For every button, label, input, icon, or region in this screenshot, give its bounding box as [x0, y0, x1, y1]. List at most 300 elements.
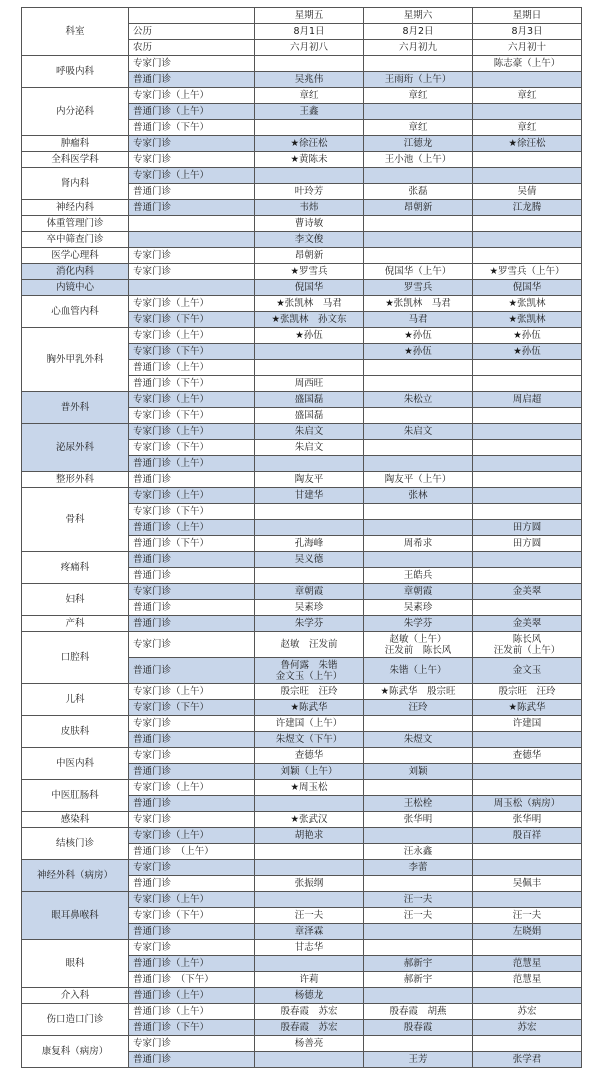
table-row	[22, 988, 582, 1004]
doctor-cell-day-3: ★陈武华	[473, 700, 582, 716]
clinic-type: 普通门诊（上午）	[129, 956, 255, 972]
department-name: 感染科	[22, 812, 129, 828]
doctor-cell-day-1	[255, 504, 364, 520]
clinic-type	[129, 216, 255, 232]
lunar-day-1: 六月初八	[255, 40, 364, 56]
doctor-cell-line: 汪发前（上午）	[493, 644, 561, 656]
doctor-cell-day-1	[255, 360, 364, 376]
doctor-cell-day-1: 查德华	[255, 748, 364, 764]
doctor-cell-day-1	[255, 456, 364, 472]
doctor-cell-day-3: 殷百祥	[473, 828, 582, 844]
doctor-cell-day-1	[255, 168, 364, 184]
clinic-type: 普通门诊（上午）	[129, 360, 255, 376]
doctor-cell-line: 汪发前 陈长风	[384, 644, 452, 656]
department-name: 消化内科	[22, 264, 129, 280]
clinic-type: 普通门诊（下午）	[129, 536, 255, 552]
doctor-cell-day-3: 汪一夫	[473, 908, 582, 924]
department-name: 眼耳鼻喉科	[22, 892, 129, 940]
doctor-cell-day-1	[255, 796, 364, 812]
doctor-cell-day-3	[473, 72, 582, 88]
doctor-cell-day-1: 陶友平	[255, 472, 364, 488]
doctor-cell-day-1: ★张武汉	[255, 812, 364, 828]
doctor-cell-day-3: ★孙伍	[473, 344, 582, 360]
doctor-cell-day-1: 昂朝新	[255, 248, 364, 264]
table-row	[22, 1004, 582, 1020]
department-name: 内镜中心	[22, 280, 129, 296]
doctor-cell-day-1: 殷春霞 苏宏	[255, 1020, 364, 1036]
doctor-cell-day-2	[364, 520, 473, 536]
clinic-type	[129, 232, 255, 248]
department-name: 普外科	[22, 392, 129, 424]
clinic-type: 普通门诊（上午）	[129, 520, 255, 536]
doctor-cell-day-2: 朱启文	[364, 424, 473, 440]
doctor-cell-day-3: 范慧星	[473, 956, 582, 972]
doctor-cell-day-1	[255, 56, 364, 72]
doctor-cell-day-2: ★孙伍	[364, 344, 473, 360]
clinic-type: 普通门诊（下午）	[129, 120, 255, 136]
department-name: 泌尿外科	[22, 424, 129, 472]
doctor-cell-day-1: ★周玉松	[255, 780, 364, 796]
doctor-cell-day-1: 殷春霞 苏宏	[255, 1004, 364, 1020]
doctor-cell-day-1: 吴素珍	[255, 600, 364, 616]
doctor-cell-day-3: ★孙伍	[473, 328, 582, 344]
department-name: 妇科	[22, 584, 129, 616]
schedule-table	[21, 7, 582, 1068]
doctor-cell-day-1	[255, 1052, 364, 1068]
doctor-cell-day-1: 盛国磊	[255, 392, 364, 408]
clinic-type: 专家门诊（下午）	[129, 344, 255, 360]
department-name: 中医肛肠科	[22, 780, 129, 812]
doctor-cell-day-1	[255, 956, 364, 972]
clinic-type: 专家门诊（上午）	[129, 892, 255, 908]
clinic-type: 普通门诊	[129, 616, 255, 632]
table-row	[22, 280, 582, 296]
doctor-cell-day-1: 倪国华	[255, 280, 364, 296]
doctor-cell-day-3: ★罗雪兵（上午）	[473, 264, 582, 280]
lunar-day-3: 六月初十	[473, 40, 582, 56]
clinic-type: 专家门诊（上午）	[129, 684, 255, 700]
department-name: 伤口造口门诊	[22, 1004, 129, 1036]
clinic-type: 专家门诊	[129, 812, 255, 828]
table-row	[22, 392, 582, 408]
doctor-cell-day-2	[364, 216, 473, 232]
table-row	[22, 136, 582, 152]
clinic-type: 专家门诊	[129, 152, 255, 168]
department-name: 中医内科	[22, 748, 129, 780]
doctor-cell-day-3: 周玉松（病房）	[473, 796, 582, 812]
dept-column-header: 科室	[22, 8, 129, 56]
clinic-type: 普通门诊（上午）	[129, 104, 255, 120]
department-name: 体重管理门诊	[22, 216, 129, 232]
doctor-cell-day-2	[364, 408, 473, 424]
department-name: 呼吸内科	[22, 56, 129, 88]
doctor-cell-day-2: 刘颖	[364, 764, 473, 780]
department-name: 皮肤科	[22, 716, 129, 748]
department-name: 疼痛科	[22, 552, 129, 584]
doctor-cell-day-2: 周希求	[364, 536, 473, 552]
table-row	[22, 232, 582, 248]
doctor-cell-day-1	[255, 658, 364, 684]
clinic-type: 普通门诊	[129, 924, 255, 940]
doctor-cell-day-3	[473, 408, 582, 424]
table-row	[22, 424, 582, 440]
doctor-cell-day-2	[364, 168, 473, 184]
schedule-sheet	[21, 7, 582, 1068]
doctor-cell-day-3: 苏宏	[473, 1004, 582, 1020]
doctor-cell-day-1: 甘建华	[255, 488, 364, 504]
doctor-cell-day-3: 金美翠	[473, 584, 582, 600]
doctor-cell-day-2: 罗雪兵	[364, 280, 473, 296]
department-name: 卒中筛查门诊	[22, 232, 129, 248]
table-row	[22, 248, 582, 264]
doctor-cell-day-1: 朱启文	[255, 424, 364, 440]
table-row	[22, 56, 582, 72]
clinic-type: 普通门诊	[129, 764, 255, 780]
doctor-cell-day-3	[473, 1036, 582, 1052]
doctor-cell-day-2: 昂朝新	[364, 200, 473, 216]
doctor-cell-day-2	[364, 360, 473, 376]
doctor-cell-day-3: ★徐汪松	[473, 136, 582, 152]
doctor-cell-day-2	[364, 876, 473, 892]
clinic-type: 普通门诊（上午）	[129, 456, 255, 472]
department-name: 肿瘤科	[22, 136, 129, 152]
table-row	[22, 716, 582, 732]
doctor-cell-day-2	[364, 924, 473, 940]
doctor-cell-day-2	[364, 504, 473, 520]
doctor-cell-day-3	[473, 632, 582, 658]
clinic-type: 普通门诊	[129, 200, 255, 216]
clinic-type: 普通门诊	[129, 600, 255, 616]
doctor-cell-day-1: 胡艳求	[255, 828, 364, 844]
table-row	[22, 780, 582, 796]
doctor-cell-line: 鲁何露 朱锴	[280, 659, 338, 671]
clinic-type: 普通门诊（上午）	[129, 988, 255, 1004]
doctor-cell-day-1: ★孙伍	[255, 328, 364, 344]
doctor-cell-day-2	[364, 376, 473, 392]
doctor-cell-day-1: ★张凯林 孙文东	[255, 312, 364, 328]
clinic-type: 专家门诊（下午）	[129, 312, 255, 328]
doctor-cell-day-3	[473, 488, 582, 504]
doctor-cell-day-2: 王雨珩（上午）	[364, 72, 473, 88]
header-row-weekday	[22, 8, 582, 24]
doctor-cell-day-2: 汪玲	[364, 700, 473, 716]
doctor-cell-day-3: 田方圆	[473, 520, 582, 536]
doctor-cell-day-3	[473, 152, 582, 168]
doctor-cell-day-1: 吴义德	[255, 552, 364, 568]
clinic-type: 专家门诊（上午）	[129, 328, 255, 344]
doctor-cell-line: 赵敏（上午）	[389, 633, 447, 645]
doctor-cell-day-2	[364, 748, 473, 764]
table-row	[22, 632, 582, 658]
department-name: 神经外科（病房）	[22, 860, 129, 892]
table-row	[22, 216, 582, 232]
doctor-cell-day-1: 刘颖（上午）	[255, 764, 364, 780]
department-name: 神经内科	[22, 200, 129, 216]
doctor-cell-day-1: 章泽霖	[255, 924, 364, 940]
doctor-cell-day-1: 章朝霞	[255, 584, 364, 600]
doctor-cell-day-2: 章朝霞	[364, 584, 473, 600]
department-name: 口腔科	[22, 632, 129, 684]
doctor-cell-day-2	[364, 632, 473, 658]
doctor-cell-day-3	[473, 732, 582, 748]
doctor-cell-day-2: 殷春霞	[364, 1020, 473, 1036]
clinic-type: 专家门诊（下午）	[129, 908, 255, 924]
doctor-cell-day-3: 殷宗旺 汪玲	[473, 684, 582, 700]
doctor-cell-day-1: ★陈武华	[255, 700, 364, 716]
table-row	[22, 264, 582, 280]
clinic-type: 专家门诊（下午）	[129, 408, 255, 424]
clinic-type: 专家门诊	[129, 748, 255, 764]
doctor-cell-day-3: 吴倩	[473, 184, 582, 200]
table-row	[22, 472, 582, 488]
doctor-cell-day-1: ★徐汪松	[255, 136, 364, 152]
doctor-cell-day-3: 左晓娟	[473, 924, 582, 940]
weekday-day-2: 星期六	[364, 8, 473, 24]
doctor-cell-day-2	[364, 248, 473, 264]
doctor-cell-day-3: 张华明	[473, 812, 582, 828]
doctor-cell-day-2: ★孙伍	[364, 328, 473, 344]
doctor-cell-day-2: ★陈武华 殷宗旺	[364, 684, 473, 700]
table-row	[22, 812, 582, 828]
clinic-type: 专家门诊	[129, 940, 255, 956]
clinic-type: 专家门诊	[129, 56, 255, 72]
table-row	[22, 748, 582, 764]
clinic-type: 普通门诊（下午）	[129, 1020, 255, 1036]
clinic-type: 普通门诊 （上午）	[129, 844, 255, 860]
doctor-cell-day-3	[473, 440, 582, 456]
doctor-cell-day-2: 张华明	[364, 812, 473, 828]
doctor-cell-day-1: 盛国磊	[255, 408, 364, 424]
clinic-type: 专家门诊	[129, 248, 255, 264]
doctor-cell-day-1	[255, 344, 364, 360]
clinic-type: 专家门诊	[129, 136, 255, 152]
clinic-type: 普通门诊	[129, 796, 255, 812]
doctor-cell-day-2	[364, 780, 473, 796]
doctor-cell-day-3: 金美翠	[473, 616, 582, 632]
department-name: 心血管内科	[22, 296, 129, 328]
department-name: 内分泌科	[22, 88, 129, 136]
clinic-type: 普通门诊	[129, 72, 255, 88]
doctor-cell-day-2: 王松栓	[364, 796, 473, 812]
doctor-cell-day-2: 马君	[364, 312, 473, 328]
gregorian-label: 公历	[129, 24, 255, 40]
doctor-cell-day-1	[255, 844, 364, 860]
doctor-cell-day-3	[473, 376, 582, 392]
doctor-cell-day-3: 田方圆	[473, 536, 582, 552]
table-row	[22, 488, 582, 504]
clinic-type: 专家门诊（上午）	[129, 88, 255, 104]
doctor-cell-day-3	[473, 860, 582, 876]
clinic-type: 普通门诊	[129, 552, 255, 568]
gregorian-day-3: 8月3日	[473, 24, 582, 40]
clinic-type: 专家门诊（上午）	[129, 424, 255, 440]
table-row	[22, 860, 582, 876]
clinic-type: 专家门诊	[129, 1036, 255, 1052]
doctor-cell-day-2: 章红	[364, 120, 473, 136]
table-row	[22, 892, 582, 908]
doctor-cell-day-2: 王小池（上午）	[364, 152, 473, 168]
doctor-cell-day-2	[364, 988, 473, 1004]
doctor-cell-day-1: 韦炜	[255, 200, 364, 216]
doctor-cell-day-2: 章红	[364, 88, 473, 104]
doctor-cell-day-2	[364, 232, 473, 248]
clinic-type: 专家门诊（上午）	[129, 780, 255, 796]
doctor-cell-day-3	[473, 232, 582, 248]
doctor-cell-day-1: 杨德龙	[255, 988, 364, 1004]
doctor-cell-day-2: 王皓兵	[364, 568, 473, 584]
table-row	[22, 88, 582, 104]
doctor-cell-day-1	[255, 568, 364, 584]
doctor-cell-day-3: 张学君	[473, 1052, 582, 1068]
clinic-type: 专家门诊（下午）	[129, 700, 255, 716]
department-name: 介入科	[22, 988, 129, 1004]
doctor-cell-day-2	[364, 940, 473, 956]
table-row	[22, 584, 582, 600]
weekday-day-1: 星期五	[255, 8, 364, 24]
doctor-cell-day-3	[473, 764, 582, 780]
doctor-cell-day-3	[473, 248, 582, 264]
doctor-cell-day-1: 朱煜文（下午）	[255, 732, 364, 748]
table-row	[22, 940, 582, 956]
doctor-cell-day-1: 李文俊	[255, 232, 364, 248]
doctor-cell-day-3	[473, 360, 582, 376]
doctor-cell-day-1: 孔海峰	[255, 536, 364, 552]
clinic-type: 普通门诊	[129, 568, 255, 584]
clinic-type: 普通门诊	[129, 732, 255, 748]
doctor-cell-day-3	[473, 892, 582, 908]
clinic-type: 专家门诊	[129, 716, 255, 732]
clinic-type: 专家门诊（下午）	[129, 440, 255, 456]
doctor-cell-day-1: 赵敏 汪发前	[255, 632, 364, 658]
doctor-cell-day-2	[364, 1036, 473, 1052]
doctor-cell-day-1	[255, 520, 364, 536]
department-name: 眼科	[22, 940, 129, 988]
clinic-type: 专家门诊（上午）	[129, 168, 255, 184]
clinic-type: 普通门诊（上午）	[129, 1004, 255, 1020]
doctor-cell-day-3	[473, 504, 582, 520]
department-name: 全科医学科	[22, 152, 129, 168]
doctor-cell-day-2: 江德龙	[364, 136, 473, 152]
doctor-cell-day-2: 陶友平（上午）	[364, 472, 473, 488]
doctor-cell-day-2: 朱煜文	[364, 732, 473, 748]
department-name: 整形外科	[22, 472, 129, 488]
doctor-cell-day-1: 甘志华	[255, 940, 364, 956]
clinic-type: 专家门诊（下午）	[129, 504, 255, 520]
doctor-cell-day-2: 郝新宇	[364, 972, 473, 988]
doctor-cell-day-1	[255, 120, 364, 136]
clinic-type: 普通门诊	[129, 472, 255, 488]
doctor-cell-day-2	[364, 56, 473, 72]
doctor-cell-day-3: 江龙腾	[473, 200, 582, 216]
doctor-cell-day-3	[473, 424, 582, 440]
doctor-cell-day-1: 汪一夫	[255, 908, 364, 924]
doctor-cell-day-2: 朱学芬	[364, 616, 473, 632]
clinic-type: 专家门诊	[129, 860, 255, 876]
doctor-cell-day-1: 朱启文	[255, 440, 364, 456]
doctor-cell-day-1: 许莉	[255, 972, 364, 988]
department-name: 产科	[22, 616, 129, 632]
doctor-cell-day-3	[473, 472, 582, 488]
doctor-cell-day-2: 朱锴（上午）	[364, 658, 473, 684]
doctor-cell-day-3: 查德华	[473, 748, 582, 764]
doctor-cell-line: 陈长风	[512, 633, 542, 645]
table-row	[22, 684, 582, 700]
doctor-cell-day-3: 章红	[473, 120, 582, 136]
doctor-cell-day-3	[473, 940, 582, 956]
department-name: 骨科	[22, 488, 129, 552]
clinic-type: 普通门诊	[129, 658, 255, 684]
doctor-cell-day-1: 章红	[255, 88, 364, 104]
doctor-cell-day-3	[473, 104, 582, 120]
clinic-type: 专家门诊	[129, 264, 255, 280]
doctor-cell-day-2: 张磊	[364, 184, 473, 200]
doctor-cell-day-1	[255, 860, 364, 876]
doctor-cell-day-3: 陈志豪（上午）	[473, 56, 582, 72]
doctor-cell-day-1: 王鑫	[255, 104, 364, 120]
doctor-cell-day-2: 汪一夫	[364, 892, 473, 908]
doctor-cell-day-2: ★张凯林 马君	[364, 296, 473, 312]
doctor-cell-day-2	[364, 104, 473, 120]
department-name: 医学心理科	[22, 248, 129, 264]
clinic-type: 专家门诊（上午）	[129, 488, 255, 504]
doctor-cell-day-3	[473, 552, 582, 568]
doctor-cell-day-3: 周启超	[473, 392, 582, 408]
clinic-type: 普通门诊	[129, 876, 255, 892]
doctor-cell-day-1: ★张凯林 马君	[255, 296, 364, 312]
doctor-cell-day-1	[255, 892, 364, 908]
doctor-cell-day-3	[473, 216, 582, 232]
doctor-cell-day-1: 叶玲芳	[255, 184, 364, 200]
doctor-cell-day-3	[473, 456, 582, 472]
doctor-cell-day-3: 章红	[473, 88, 582, 104]
table-row	[22, 616, 582, 632]
doctor-cell-day-2: 吴素珍	[364, 600, 473, 616]
table-row	[22, 328, 582, 344]
header-blank-cell	[129, 8, 255, 24]
doctor-cell-day-2	[364, 440, 473, 456]
table-row	[22, 1036, 582, 1052]
doctor-cell-day-3: ★张凯林	[473, 312, 582, 328]
doctor-cell-day-3: 金文玉	[473, 658, 582, 684]
clinic-type: 普通门诊	[129, 184, 255, 200]
doctor-cell-day-1: 朱学芬	[255, 616, 364, 632]
doctor-cell-day-2: 殷春霞 胡燕	[364, 1004, 473, 1020]
doctor-cell-day-2: 李蕾	[364, 860, 473, 876]
clinic-type	[129, 280, 255, 296]
doctor-cell-day-3: 倪国华	[473, 280, 582, 296]
doctor-cell-line: 金文玉（上午）	[275, 670, 343, 682]
doctor-cell-day-3	[473, 600, 582, 616]
lunar-label: 农历	[129, 40, 255, 56]
doctor-cell-day-3	[473, 844, 582, 860]
doctor-cell-day-2: 朱松立	[364, 392, 473, 408]
doctor-cell-day-3: 吴佩丰	[473, 876, 582, 892]
doctor-cell-day-3	[473, 780, 582, 796]
doctor-cell-day-2: 张林	[364, 488, 473, 504]
clinic-type: 专家门诊（上午）	[129, 296, 255, 312]
doctor-cell-day-1: 张振纲	[255, 876, 364, 892]
doctor-cell-day-1: 吴兆伟	[255, 72, 364, 88]
department-name: 康复科（病房）	[22, 1036, 129, 1068]
doctor-cell-day-3: 许建国	[473, 716, 582, 732]
clinic-type: 普通门诊	[129, 1052, 255, 1068]
department-name: 结核门诊	[22, 828, 129, 860]
department-name: 胸外甲乳外科	[22, 328, 129, 392]
doctor-cell-day-1: ★黄陈未	[255, 152, 364, 168]
table-row	[22, 168, 582, 184]
doctor-cell-day-1: 杨善亮	[255, 1036, 364, 1052]
table-row	[22, 152, 582, 168]
